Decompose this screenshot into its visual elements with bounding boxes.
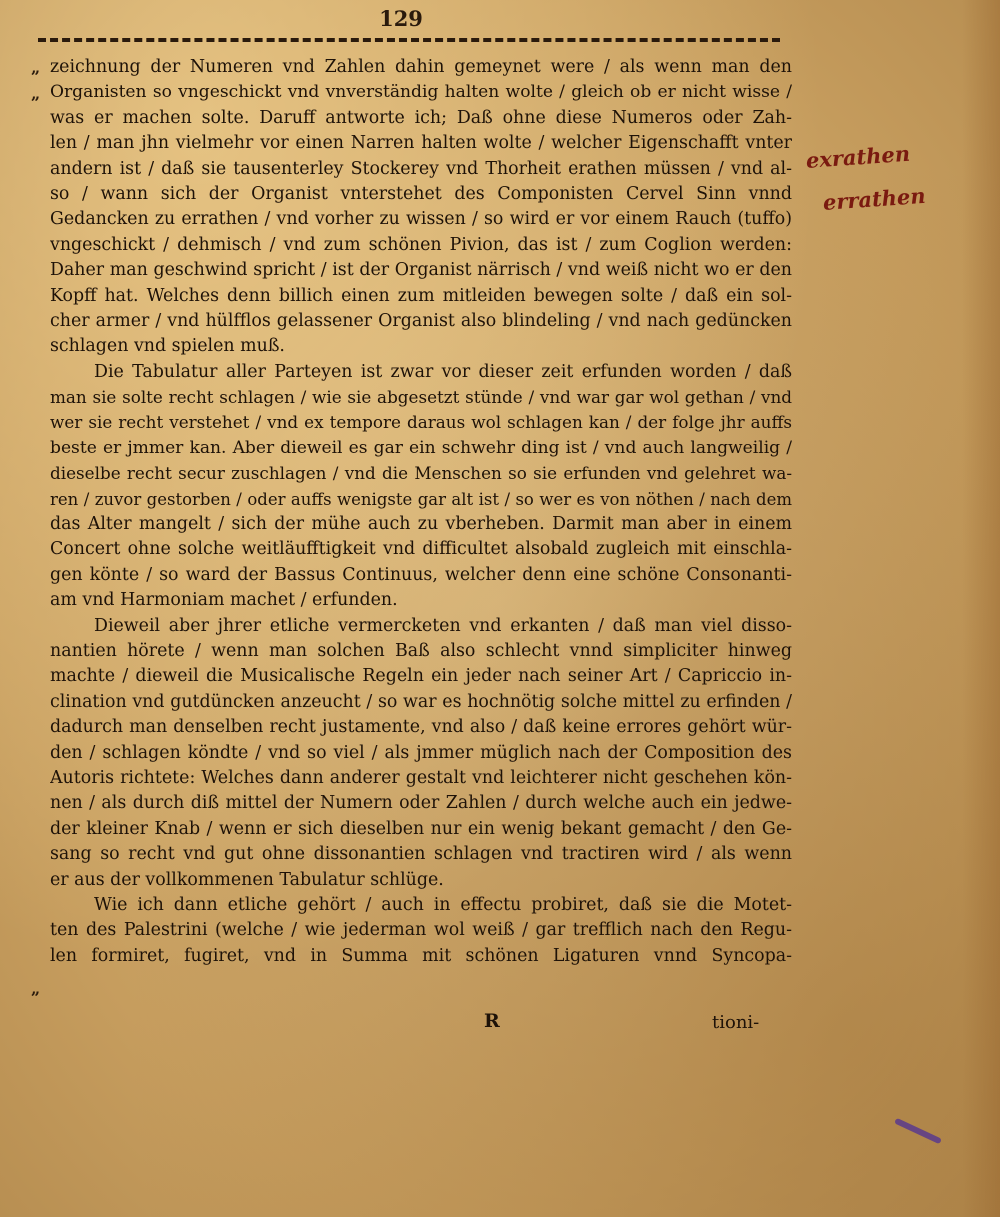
text-line: wer sie recht verstehet / vnd ex tempore daraus wol schlagen kan / der folge jhr auffs: [50, 412, 792, 433]
text-line: schlagen vnd spielen muß.: [50, 336, 285, 357]
text-line: Organisten so vngeschickt vnd vnverständig halten wolte / gleich ob er nicht wisse /: [50, 82, 792, 103]
text-line: andern ist / daß sie tausenterley Stockerey vnd Thorheit erathen müssen / vnd al-: [50, 158, 792, 179]
text-line: dadurch man denselben recht justamente, vnd also / daß keine errores gehört wür-: [50, 717, 792, 738]
paragraph-first-line: Dieweil aber jhrer etliche vermercketen vnd erkanten / daß man viel disso-: [94, 615, 792, 636]
text-line: vngeschickt / dehmisch / vnd zum schönen Pivion, das ist / zum Coglion werden:: [50, 234, 792, 255]
paragraph-first-line: Die Tabulatur aller Parteyen ist zwar vor dieser zeit erfunden worden / daß: [94, 361, 792, 382]
text-line: len formiret, fugiret, vnd in Summa mit schönen Ligaturen vnnd Syncopa-: [50, 945, 792, 966]
text-line: ren / zuvor gestorben / oder auffs wenigste gar alt ist / so wer es von nöthen / nach dem: [50, 489, 792, 509]
text-line: Concert ohne solche weitläufftigkeit vnd difficultet alsobald zugleich mit einschla-: [50, 539, 792, 560]
text-line: was er machen solte. Daruff antworte ich; Daß ohne diese Numeros oder Zah-: [50, 107, 792, 128]
pencil-mark: [894, 1118, 942, 1145]
text-line: man sie solte recht schlagen / wie sie abgesetzt stünde / vnd war gar wol gethan / vnd: [50, 387, 792, 408]
text-line: so / wann sich der Organist vnterstehet des Componisten Cervel Sinn vnnd: [50, 183, 792, 204]
catchword: tioni-: [712, 1012, 760, 1033]
text-line: dieselbe recht secur zuschlagen / vnd die Menschen so sie erfunden vnd gelehret wa-: [50, 463, 792, 484]
quote-mark: „: [31, 979, 41, 998]
text-line: ten des Palestrini (welche / wie jederman wol weiß / gar trefflich nach den Regu-: [50, 920, 792, 941]
margin-note: errathen: [822, 182, 927, 215]
text-line: er aus der vollkommenen Tabulatur schlüge.: [50, 869, 444, 890]
text-line: zeichnung der Numeren vnd Zahlen dahin gemeynet were / als wenn man den: [50, 57, 792, 77]
page-number: 129: [379, 6, 423, 31]
quote-mark: „: [31, 84, 41, 103]
text-line: clination vnd gutdüncken anzeucht / so war es hochnötig solche mittel zu erfinden /: [50, 691, 792, 712]
text-line: cher armer / vnd hülfflos gelassener Organist also blindeling / vnd nach gedüncken: [50, 310, 792, 331]
text-line: Autoris richtete: Welches dann anderer gestalt vnd leichterer nicht geschehen kön-: [50, 767, 792, 788]
signature-mark: R: [484, 1010, 500, 1032]
body-text: [50, 55, 792, 969]
header-rule: [38, 38, 780, 42]
text-line: len / man jhn vielmehr vor einen Narren halten wolte / welcher Eigenschafft vnter: [50, 133, 792, 154]
text-line: das Alter mangelt / sich der mühe auch zu vberheben. Darmit man aber in einem: [50, 514, 792, 535]
paragraph-first-line: Wie ich dann etliche gehört / auch in effectu probiret, daß sie die Motet-: [94, 894, 792, 915]
text-line: nen / als durch diß mittel der Numern oder Zahlen / durch welche auch ein jedwe-: [50, 793, 792, 814]
margin-note: exrathen: [805, 140, 911, 173]
text-line: beste er jmmer kan. Aber dieweil es gar ein schwehr ding ist / vnd auch langweilig /: [50, 437, 792, 458]
text-line: der kleiner Knab / wenn er sich dieselben nur ein wenig bekant gemacht / den Ge-: [50, 818, 792, 839]
text-line: nantien hörete / wenn man solchen Baß also schlecht vnnd simpliciter hinweg: [50, 640, 792, 661]
quote-mark: „: [31, 58, 41, 77]
text-line: Gedancken zu errathen / vnd vorher zu wissen / so wird er vor einem Rauch (tuffo): [50, 209, 792, 230]
text-line: sang so recht vnd gut ohne dissonantien schlagen vnd tractiren wird / als wenn: [50, 844, 792, 865]
text-line: am vnd Harmoniam machet / erfunden.: [50, 590, 398, 611]
text-line: gen könte / so ward der Bassus Continuus, welcher denn eine schöne Consonanti-: [50, 564, 792, 585]
text-line: den / schlagen köndte / vnd so viel / als jmmer müglich nach der Composition des: [50, 742, 792, 763]
text-line: Daher man geschwind spricht / ist der Organist närrisch / vnd weiß nicht wo er den: [50, 260, 792, 281]
text-line: machte / dieweil die Musicalische Regeln ein jeder nach seiner Art / Capriccio in-: [50, 666, 792, 687]
page-edge-shadow: [962, 0, 1000, 1217]
text-line: Kopff hat. Welches denn billich einen zum mitleiden bewegen solte / daß ein sol-: [50, 285, 792, 306]
